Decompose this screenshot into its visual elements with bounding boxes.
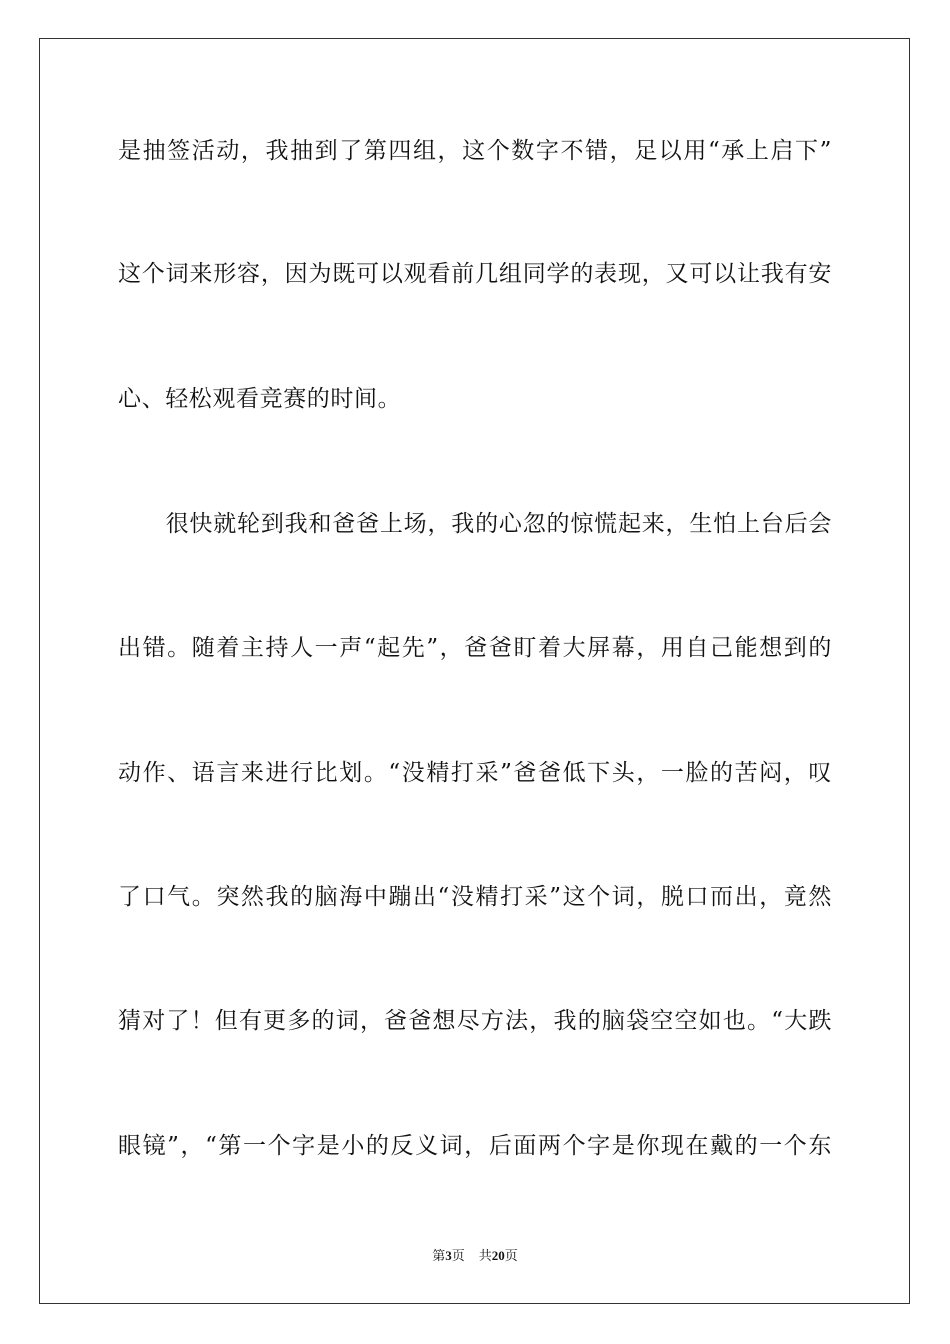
page-footer xyxy=(0,1248,950,1265)
total-pages: 20 xyxy=(491,1248,505,1263)
total-prefix: 共 xyxy=(478,1249,492,1264)
page-suffix: 页 xyxy=(451,1249,465,1264)
text-line: 这个词来形容，因为既可以观看前几组同学的表现，又可以让我有安 xyxy=(118,261,832,287)
page-prefix: 第 xyxy=(432,1249,446,1264)
text-line: 很快就轮到我和爸爸上场，我的心忽的惊慌起来，生怕上台后会 xyxy=(118,511,832,537)
text-line: 眼镜”，“第一个字是小的反义词，后面两个字是你现在戴的一个东 xyxy=(118,1133,832,1159)
text-line: 心、轻松观看竞赛的时间。 xyxy=(118,386,402,412)
text-line: 猜对了！但有更多的词，爸爸想尽方法，我的脑袋空空如也。“大跌 xyxy=(118,1008,832,1034)
text-line: 了口气。突然我的脑海中蹦出“没精打采”这个词，脱口而出，竟然 xyxy=(118,884,832,910)
page-border xyxy=(39,38,910,1304)
text-line: 是抽签活动，我抽到了第四组，这个数字不错，足以用“承上启下” xyxy=(118,138,832,164)
page-number: 3 xyxy=(445,1248,452,1263)
text-line: 出错。随着主持人一声“起先”，爸爸盯着大屏幕，用自己能想到的 xyxy=(118,635,832,661)
text-line: 动作、语言来进行比划。“没精打采”爸爸低下头，一脸的苦闷，叹 xyxy=(118,760,832,786)
total-suffix: 页 xyxy=(504,1249,518,1264)
